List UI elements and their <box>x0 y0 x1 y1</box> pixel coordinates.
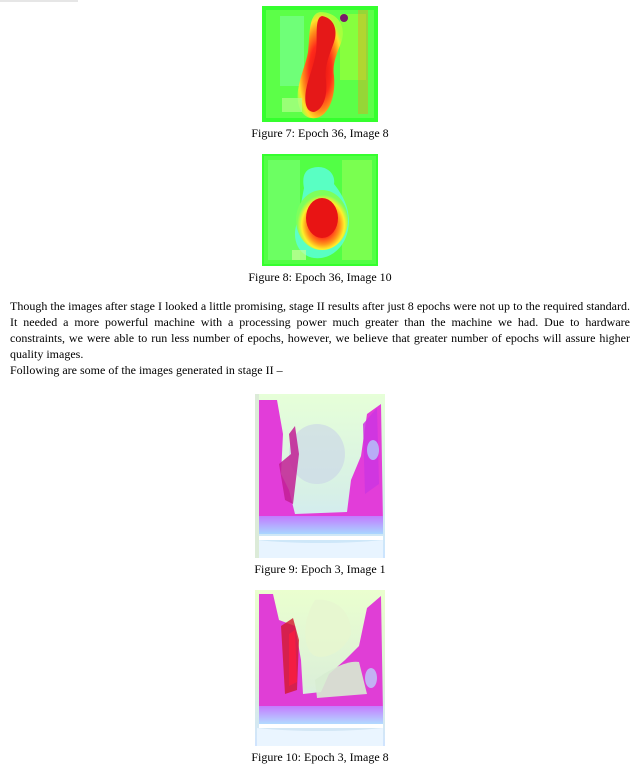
figure-10-caption: Figure 10: Epoch 3, Image 8 <box>251 750 389 764</box>
figure-7-image <box>262 6 378 122</box>
figure-10-image <box>255 590 385 746</box>
figure-10 <box>0 590 640 764</box>
figure-7 <box>0 6 640 140</box>
figure-8-image <box>262 154 378 266</box>
figure-9-caption: Figure 9: Epoch 3, Image 1 <box>254 562 386 576</box>
body-paragraph-2: Following are some of the images generated in stage II – <box>10 363 283 377</box>
figure-9 <box>0 394 640 576</box>
figure-8-caption: Figure 8: Epoch 36, Image 10 <box>248 270 392 284</box>
figure-8 <box>0 154 640 284</box>
figure-7-caption: Figure 7: Epoch 36, Image 8 <box>251 126 389 140</box>
body-paragraph-1: Though the images after stage I looked a little promising, stage II results after just 8 epochs were not up to the required standard. It needed a more powerful machine with a processing power much greater than the machine we had. Due to hardware constraints, we were able to run less number of epochs, however, we believe that greater number of epochs will assure higher quality images. <box>10 299 630 361</box>
figure-9-image <box>255 394 385 558</box>
top-rule <box>0 0 78 2</box>
